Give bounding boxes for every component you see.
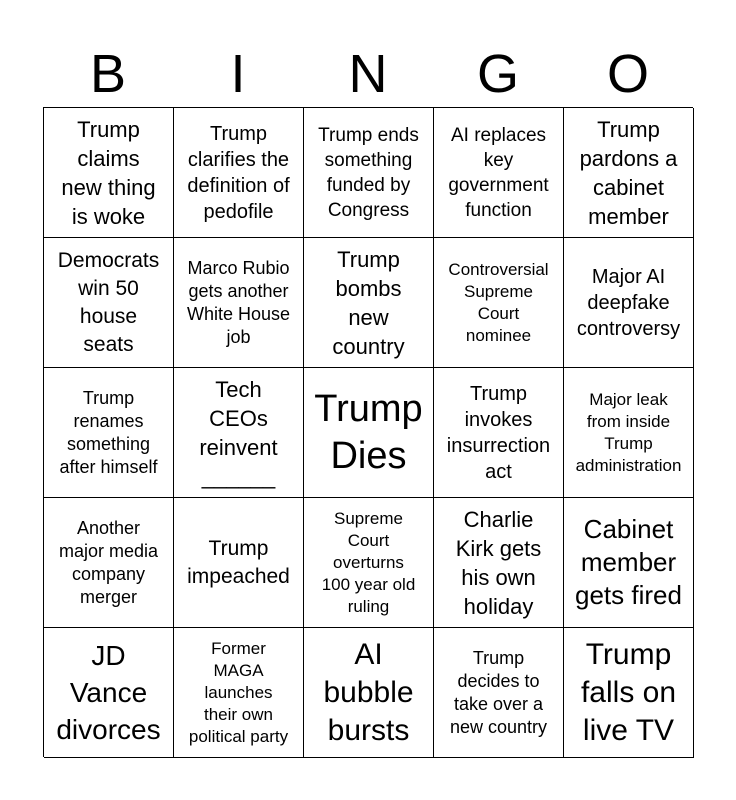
bingo-cell[interactable]	[434, 628, 564, 758]
bingo-cell[interactable]	[434, 368, 564, 498]
bingo-cell[interactable]	[564, 108, 694, 238]
bingo-cell[interactable]	[304, 108, 434, 238]
bingo-cell[interactable]	[564, 238, 694, 368]
bingo-cell[interactable]	[174, 628, 304, 758]
cell-text: Major AI deepfake controversy	[576, 265, 681, 340]
cell-text: Cabinet member gets fired	[575, 514, 682, 610]
bingo-cell[interactable]	[434, 108, 564, 238]
cell-text: Trump impeached	[187, 536, 290, 588]
cell-text: Trump invokes insurrection act	[446, 382, 551, 483]
cell-text: Charlie Kirk gets his own holiday	[455, 506, 542, 619]
cell-text: AI replaces key government function	[448, 124, 549, 221]
cell-text: Trump ends something funded by Congress	[318, 124, 419, 221]
cell-text: Trump decides to take over a new country	[449, 647, 548, 737]
cell-text: Controversial Supreme Court nominee	[448, 259, 549, 345]
bingo-cell[interactable]	[44, 108, 174, 238]
cell-text: Trump Dies	[314, 387, 423, 477]
bingo-cell[interactable]	[304, 238, 434, 368]
header-letter-g: G	[476, 44, 519, 104]
header-letter-i: I	[230, 44, 246, 104]
cell-text: AI bubble bursts	[323, 637, 414, 747]
bingo-cell[interactable]	[434, 498, 564, 628]
bingo-header	[43, 40, 693, 108]
cell-text: Trump renames something after himself	[59, 387, 158, 477]
bingo-cell[interactable]	[174, 238, 304, 368]
cell-text: JD Vance divorces	[56, 640, 161, 745]
cell-text: Marco Rubio gets another White House job	[186, 257, 291, 347]
header-letter-b: B	[89, 44, 127, 104]
bingo-cell[interactable]	[44, 238, 174, 368]
bingo-cell[interactable]	[434, 238, 564, 368]
header-letter-n: N	[348, 44, 388, 104]
cell-text: Trump clarifies the definition of pedofile	[187, 122, 290, 223]
bingo-cell-free[interactable]	[304, 368, 434, 498]
bingo-cell[interactable]	[564, 628, 694, 758]
bingo-cell[interactable]	[174, 498, 304, 628]
cell-text: Trump falls on live TV	[580, 637, 677, 747]
cell-text: Trump bombs new country	[332, 246, 405, 359]
bingo-cell[interactable]	[44, 628, 174, 758]
cell-text: Trump claims new thing is woke	[61, 116, 156, 229]
bingo-cell[interactable]	[564, 498, 694, 628]
bingo-cell[interactable]	[44, 498, 174, 628]
cell-text: Tech CEOs reinvent ______	[199, 376, 278, 489]
bingo-cell[interactable]	[564, 368, 694, 498]
bingo-cell[interactable]	[44, 368, 174, 498]
cell-text: Supreme Court overturns 100 year old ruling	[321, 508, 416, 616]
bingo-cell[interactable]	[174, 108, 304, 238]
cell-text: Major leak from inside Trump administration	[575, 389, 682, 475]
header-letter-o: O	[606, 44, 649, 104]
cell-text: Trump pardons a cabinet member	[579, 116, 678, 229]
cell-text: Democrats win 50 house seats	[57, 248, 160, 356]
bingo-grid	[43, 107, 693, 757]
bingo-cell[interactable]	[304, 628, 434, 758]
bingo-cell[interactable]	[174, 368, 304, 498]
cell-text: Another major media company merger	[58, 517, 159, 607]
bingo-cell[interactable]	[304, 498, 434, 628]
cell-text: Former MAGA launches their own political party	[188, 638, 289, 746]
